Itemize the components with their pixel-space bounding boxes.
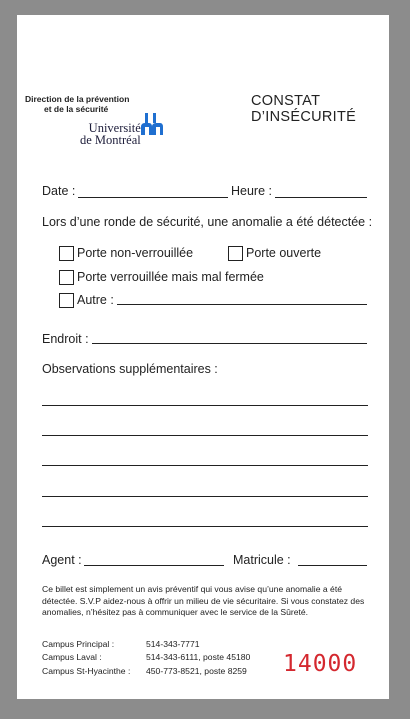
direction-label [25,94,129,114]
porte-mal-fermee-checkbox[interactable] [59,270,74,285]
contact-phone-st-hyacinthe: 450-773-8521, poste 8259 [146,666,247,676]
matricule-field[interactable] [298,565,367,566]
contact-phone-laval: 514-343-6111, poste 45180 [146,652,251,662]
matricule-label: Matricule : [233,553,291,567]
porte-non-verrouillee-label: Porte non-verrouillée [77,246,194,260]
contact-campus-laval: Campus Laval : [42,652,102,662]
university-line-2: de Montréal [80,133,141,147]
porte-ouverte-checkbox[interactable] [228,246,243,261]
autre-field[interactable] [117,304,367,305]
heure-label: Heure : [231,184,272,198]
observations-label: Observations supplémentaires : [42,362,218,376]
observations-line-3[interactable] [42,465,368,466]
university-line-1: Université [88,121,141,135]
title-line-2: D’INSÉCURITÉ [251,109,357,125]
observations-line-5[interactable] [42,526,368,527]
direction-line-1: Direction de la prévention [25,94,130,104]
autre-label: Autre : [77,293,114,307]
udem-logo-icon [141,111,181,137]
date-label: Date : [42,184,76,198]
page-title [251,93,356,125]
observations-line-4[interactable] [42,496,368,497]
university-name [80,122,141,146]
endroit-label: Endroit : [42,332,89,346]
date-field[interactable] [78,197,228,198]
agent-field[interactable] [84,565,224,566]
heure-field[interactable] [275,197,367,198]
autre-checkbox[interactable] [59,293,74,308]
serial-number: 14000 [283,651,358,677]
title-line-1: CONSTAT [251,93,321,109]
porte-ouverte-label: Porte ouverte [246,246,322,260]
contact-campus-st-hyacinthe: Campus St-Hyacinthe : [42,666,131,676]
endroit-field[interactable] [92,343,367,344]
agent-label: Agent : [42,553,82,567]
direction-line-2: et de la sécurité [44,104,109,114]
porte-mal-fermee-label: Porte verrouillée mais mal fermée [77,270,264,284]
notice-text: Ce billet est simplement un avis préventif qui vous avise qu’une anomalie a été détectée. S.V.P aidez-nous à offrir un milieu de vie sécuritaire. Si vous constatez des anomalies, n’hésitez pas à communiquer avec le service de la Sûreté. [42,584,365,617]
porte-non-verrouillee-checkbox[interactable] [59,246,74,261]
observations-line-2[interactable] [42,435,368,436]
anomaly-intro: Lors d’une ronde de sécurité, une anomalie a été détectée : [42,215,373,229]
contact-phone-principal: 514-343-7771 [146,639,200,649]
contact-campus-principal: Campus Principal : [42,639,115,649]
observations-line-1[interactable] [42,405,368,406]
